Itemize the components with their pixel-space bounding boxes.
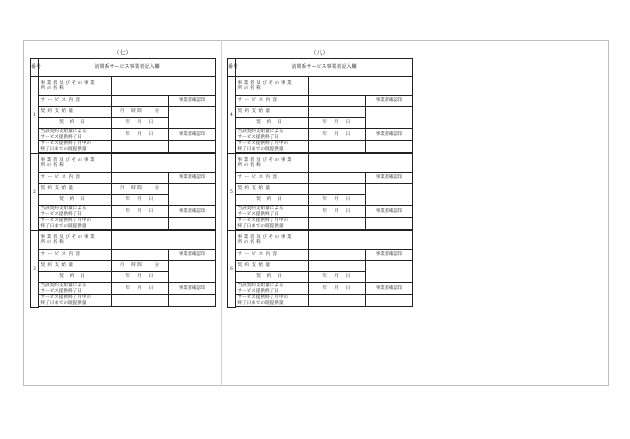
row-contract-qty [31, 107, 216, 118]
value-used-amount[interactable] [309, 218, 366, 230]
value-contract-date[interactable]: 年 月 日 [309, 118, 366, 129]
value-contract-date[interactable]: 年 月 日 [112, 118, 169, 129]
row-service-content [31, 173, 216, 184]
value-end-date[interactable]: 年 月 日 [309, 283, 366, 295]
row-used-amount [228, 141, 413, 153]
value-end-date[interactable]: 年 月 日 [112, 129, 169, 141]
confirm-stamp-label: 事業者確認印 [366, 250, 413, 261]
row-contract-qty [31, 261, 216, 272]
label-service-content: サービス内容 [39, 250, 112, 261]
label-end-date: 当該契約支給量による サービス提供終了日 [236, 129, 309, 141]
value-contract-qty[interactable]: 月 時間 分 [112, 107, 169, 118]
confirm-stamp-label: 事業者確認印 [366, 173, 413, 184]
label-provider-name: 事業者及びその事業所の名称 [236, 231, 309, 250]
value-contract-qty[interactable] [309, 261, 366, 272]
confirm-stamp-cell-2[interactable] [169, 141, 216, 153]
row-contract-qty [228, 184, 413, 195]
confirm-stamp-label: 事業者確認印 [366, 96, 413, 107]
service-record-table [227, 58, 413, 308]
value-end-date[interactable]: 年 月 日 [309, 206, 366, 218]
value-service-content[interactable] [309, 173, 366, 184]
row-service-content [228, 96, 413, 107]
value-provider-name[interactable] [309, 77, 413, 96]
value-provider-name[interactable] [112, 77, 216, 96]
value-used-amount[interactable] [112, 218, 169, 230]
value-contract-qty[interactable]: 月 時間 分 [112, 184, 169, 195]
row-provider-name [31, 154, 216, 173]
table-header-row [228, 59, 413, 77]
label-service-content: サービス内容 [39, 173, 112, 184]
value-service-content[interactable] [112, 250, 169, 261]
confirm-stamp-cell[interactable] [169, 107, 216, 129]
label-used-amount: サービス提供終了月中の 終了日までの既提供量 [236, 218, 309, 230]
confirm-stamp-cell[interactable] [366, 261, 413, 283]
label-used-amount: サービス提供終了月中の 終了日までの既提供量 [39, 141, 112, 153]
value-used-amount[interactable] [309, 141, 366, 153]
label-end-date: 当該契約支給量による サービス提供終了日 [236, 283, 309, 295]
header-title: 訪問系サービス事業者記入欄 [39, 59, 216, 77]
label-service-content: サービス内容 [39, 96, 112, 107]
row-used-amount [31, 141, 216, 153]
panel-right [227, 49, 412, 308]
value-service-content[interactable] [112, 96, 169, 107]
table-header-row [31, 59, 216, 77]
value-contract-date[interactable]: 年 月 日 [112, 195, 169, 206]
label-service-content: サービス内容 [236, 173, 309, 184]
label-contract-qty: 契約支給量 [236, 107, 309, 118]
label-contract-qty: 契約支給量 [236, 184, 309, 195]
row-service-content [31, 250, 216, 261]
label-service-content: サービス内容 [236, 250, 309, 261]
label-provider-name: 事業者及びその事業所の名称 [236, 77, 309, 96]
label-service-content: サービス内容 [236, 96, 309, 107]
value-provider-name[interactable] [309, 231, 413, 250]
confirm-stamp-cell-2[interactable] [366, 218, 413, 230]
value-provider-name[interactable] [112, 154, 216, 173]
label-contract-date: 契約日 [39, 118, 112, 129]
row-used-amount [31, 295, 216, 307]
value-contract-date[interactable]: 年 月 日 [309, 272, 366, 283]
confirm-stamp-cell[interactable] [366, 107, 413, 129]
row-service-content [228, 250, 413, 261]
row-provider-name [228, 231, 413, 250]
confirm-stamp-label-2: 事業者確認印 [169, 283, 216, 295]
panel-title: （七） [113, 50, 132, 57]
confirm-stamp-label-2: 事業者確認印 [366, 129, 413, 141]
confirm-stamp-label-2: 事業者確認印 [366, 206, 413, 218]
confirm-stamp-label: 事業者確認印 [169, 173, 216, 184]
label-provider-name: 事業者及びその事業所の名称 [236, 154, 309, 173]
value-contract-qty[interactable]: 月 時間 分 [112, 261, 169, 272]
row-contract-qty [31, 184, 216, 195]
panel-title: （八） [310, 50, 329, 57]
value-used-amount[interactable] [309, 295, 366, 307]
header-no: 番号 [228, 59, 236, 77]
row-end-date [31, 129, 216, 141]
confirm-stamp-label-2: 事業者確認印 [366, 283, 413, 295]
label-contract-date: 契約日 [236, 118, 309, 129]
block-number: 3 [31, 231, 39, 308]
label-end-date: 当該契約支給量による サービス提供終了日 [39, 129, 112, 141]
row-end-date [228, 206, 413, 218]
label-used-amount: サービス提供終了月中の 終了日までの既提供量 [236, 295, 309, 307]
label-contract-qty: 契約支給量 [39, 261, 112, 272]
row-end-date [31, 206, 216, 218]
label-contract-date: 契約日 [39, 195, 112, 206]
confirm-stamp-cell-2[interactable] [169, 295, 216, 307]
value-service-content[interactable] [112, 173, 169, 184]
value-end-date[interactable]: 年 月 日 [112, 283, 169, 295]
row-contract-qty [228, 261, 413, 272]
value-service-content[interactable] [309, 96, 366, 107]
confirm-stamp-cell-2[interactable] [366, 295, 413, 307]
header-title: 訪問系サービス事業者記入欄 [236, 59, 413, 77]
label-end-date: 当該契約支給量による サービス提供終了日 [236, 206, 309, 218]
confirm-stamp-cell-2[interactable] [169, 218, 216, 230]
confirm-stamp-label: 事業者確認印 [169, 250, 216, 261]
label-contract-date: 契約日 [236, 195, 309, 206]
panel-left [30, 49, 215, 308]
label-contract-date: 契約日 [236, 272, 309, 283]
row-service-content [31, 96, 216, 107]
block-number: 6 [228, 231, 236, 308]
confirm-stamp-cell[interactable] [169, 261, 216, 283]
label-provider-name: 事業者及びその事業所の名称 [39, 231, 112, 250]
value-contract-date[interactable]: 年 月 日 [309, 195, 366, 206]
label-contract-qty: 契約支給量 [236, 261, 309, 272]
value-provider-name[interactable] [112, 231, 216, 250]
value-service-content[interactable] [309, 250, 366, 261]
label-provider-name: 事業者及びその事業所の名称 [39, 77, 112, 96]
value-used-amount[interactable] [112, 141, 169, 153]
confirm-stamp-cell-2[interactable] [366, 141, 413, 153]
label-used-amount: サービス提供終了月中の 終了日までの既提供量 [39, 295, 112, 307]
row-end-date [228, 129, 413, 141]
value-end-date[interactable]: 年 月 日 [309, 129, 366, 141]
row-provider-name [228, 77, 413, 96]
row-end-date [31, 283, 216, 295]
block-number: 1 [31, 77, 39, 154]
confirm-stamp-label: 事業者確認印 [169, 96, 216, 107]
row-contract-qty [228, 107, 413, 118]
confirm-stamp-cell[interactable] [169, 184, 216, 206]
block-number: 2 [31, 154, 39, 231]
value-contract-date[interactable]: 年 月 日 [112, 272, 169, 283]
row-used-amount [228, 295, 413, 307]
value-provider-name[interactable] [309, 154, 413, 173]
label-contract-date: 契約日 [39, 272, 112, 283]
row-used-amount [228, 218, 413, 230]
label-end-date: 当該契約支給量による サービス提供終了日 [39, 206, 112, 218]
label-contract-qty: 契約支給量 [39, 107, 112, 118]
row-provider-name [228, 154, 413, 173]
confirm-stamp-label-2: 事業者確認印 [169, 206, 216, 218]
confirm-stamp-cell[interactable] [366, 184, 413, 206]
value-contract-qty[interactable] [309, 184, 366, 195]
row-provider-name [31, 77, 216, 96]
value-contract-qty[interactable] [309, 107, 366, 118]
block-number: 4 [228, 77, 236, 154]
service-record-table [30, 58, 216, 308]
label-end-date: 当該契約支給量による サービス提供終了日 [39, 283, 112, 295]
page-fold-line [221, 40, 222, 386]
row-service-content [228, 173, 413, 184]
confirm-stamp-label-2: 事業者確認印 [169, 129, 216, 141]
label-used-amount: サービス提供終了月中の 終了日までの既提供量 [236, 141, 309, 153]
label-used-amount: サービス提供終了月中の 終了日までの既提供量 [39, 218, 112, 230]
header-no: 番号 [31, 59, 39, 77]
value-end-date[interactable]: 年 月 日 [112, 206, 169, 218]
value-used-amount[interactable] [112, 295, 169, 307]
row-end-date [228, 283, 413, 295]
label-contract-qty: 契約支給量 [39, 184, 112, 195]
row-used-amount [31, 218, 216, 230]
row-provider-name [31, 231, 216, 250]
block-number: 5 [228, 154, 236, 231]
label-provider-name: 事業者及びその事業所の名称 [39, 154, 112, 173]
